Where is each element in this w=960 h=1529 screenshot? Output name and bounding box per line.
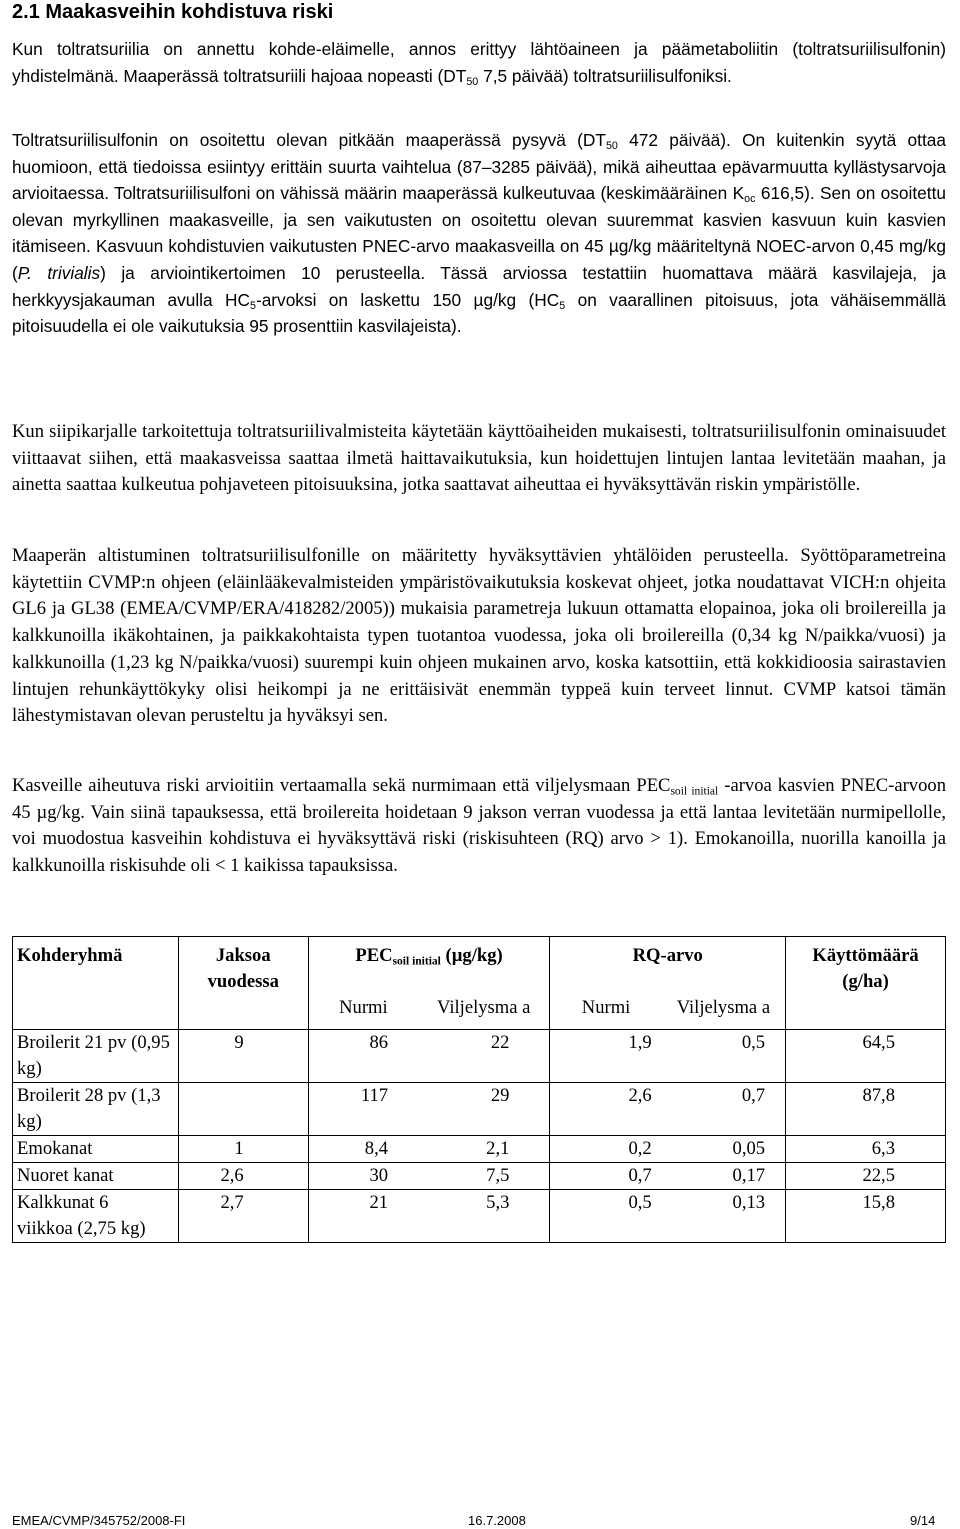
header-rq: RQ-arvo bbox=[550, 937, 786, 996]
cell-rq-vilj: 0,7 bbox=[662, 1083, 786, 1136]
subscript: soil initial bbox=[670, 785, 719, 798]
cell-pec-vilj: 2,1 bbox=[418, 1136, 550, 1163]
footer-date: 16.7.2008 bbox=[468, 1513, 526, 1528]
cell-rq-nurmi: 0,5 bbox=[550, 1190, 662, 1243]
cell-rq-vilj: 0,13 bbox=[662, 1190, 786, 1243]
section-heading: 2.1 Maakasveihin kohdistuva riski bbox=[12, 1, 334, 23]
cell-rq-vilj: 0,05 bbox=[662, 1136, 786, 1163]
cell-pec-vilj: 22 bbox=[418, 1030, 550, 1083]
table-row bbox=[13, 1190, 946, 1243]
italic-species: P. trivialis bbox=[17, 262, 101, 283]
cell-jaksoa: 2,7 bbox=[178, 1190, 308, 1243]
cell-group: Emokanat bbox=[13, 1136, 179, 1163]
subscript: 50 bbox=[466, 75, 479, 88]
table-row bbox=[13, 1030, 946, 1083]
cell-kaytto: 64,5 bbox=[786, 1030, 946, 1083]
cell-pec-vilj: 29 bbox=[418, 1083, 550, 1136]
table-row bbox=[13, 1136, 946, 1163]
header-pec-nurmi: Nurmi bbox=[339, 997, 388, 1018]
cell-kaytto: 15,8 bbox=[786, 1190, 946, 1243]
table-row bbox=[13, 1083, 946, 1136]
cell-jaksoa: 9 bbox=[178, 1030, 308, 1083]
text: ) ja arviointikertoimen 10 perusteella. Tässä arviossa testattiin huomattava määrä kasvilajeja, ja herkkyysjakauman avulla HC bbox=[12, 262, 946, 310]
text: Kun toltratsuriilia on annettu kohde-eläimelle, annos erittyy lähtöaineen ja päämetaboliitin (toltratsuriilisulfonin) yhdistelmänä. Maaperässä toltratsuriili hajoaa nopeasti (DT bbox=[12, 39, 946, 86]
cell-pec-nurmi: 21 bbox=[308, 1190, 418, 1243]
subscript: soil initial bbox=[392, 955, 441, 968]
cell-jaksoa: 1 bbox=[178, 1136, 308, 1163]
cell-rq-nurmi: 2,6 bbox=[550, 1083, 662, 1136]
header-kayttomaara: Käyttömäärä (g/ha) bbox=[786, 937, 946, 996]
cell-kaytto: 22,5 bbox=[786, 1163, 946, 1190]
cell-jaksoa: 2,6 bbox=[178, 1163, 308, 1190]
footer-doc-id: EMEA/CVMP/345752/2008-FI bbox=[12, 1513, 186, 1528]
text: 472 päivää). On kuitenkin syytä ottaa huomioon, että tiedoissa esiintyy erittäin suurta vaihtelua (87–3285 päivää), mikä aiheuttaa epävarmuutta kyllästysarvoja arvioitaessa. Toltratsuriilisulfoni on vähissä määrin maaperässä kulkeutuvaa (keskimääräinen K bbox=[12, 130, 946, 204]
cell-rq-nurmi: 1,9 bbox=[550, 1030, 662, 1083]
subscript: 50 bbox=[605, 140, 618, 153]
header-jaksoa: Jaksoa vuodessa bbox=[178, 937, 308, 996]
header-pec-viljelysmaa: Viljelysma a bbox=[418, 995, 550, 1030]
table-row bbox=[13, 1163, 946, 1190]
text: Toltratsuriilisulfonin on osoitettu olevan pitkään maaperässä pysyvä (DT bbox=[12, 130, 606, 150]
cell-pec-vilj: 7,5 bbox=[418, 1163, 550, 1190]
text: -arvoksi on laskettu 150 µg/kg (HC bbox=[255, 289, 560, 310]
cell-group: Kalkkunat 6 viikkoa (2,75 kg) bbox=[13, 1190, 179, 1243]
cell-pec-nurmi: 8,4 bbox=[308, 1136, 418, 1163]
paragraph-2 bbox=[12, 127, 946, 340]
cell-rq-nurmi: 0,7 bbox=[550, 1163, 662, 1190]
cell-kaytto: 6,3 bbox=[786, 1136, 946, 1163]
header-empty bbox=[178, 995, 308, 1030]
cell-group: Nuoret kanat bbox=[13, 1163, 179, 1190]
header-kohderyhma: Kohderyhmä bbox=[13, 937, 179, 996]
cell-group: Broilerit 21 pv (0,95 kg) bbox=[13, 1030, 179, 1083]
header-empty bbox=[786, 995, 946, 1030]
cell-rq-vilj: 0,5 bbox=[662, 1030, 786, 1083]
subscript: oc bbox=[744, 193, 756, 206]
paragraph-3: Kun siipikarjalle tarkoitettuja toltratsuriilivalmisteita käytetään käyttöaiheiden mukaisesti, toltratsuriilisulfonin ominaisuudet viittaavat siihen, että maakasveissa saattaa ilmetä haittavaikutuksia, kun hoidettujen lintujen lantaa levitetään maahan, ja ainetta saattaa kulkeutua pohjaveteen pitoisuuksina, jotka saattavat aiheuttaa ei hyväksyttävän riskin ympäristölle. bbox=[12, 421, 946, 496]
cell-pec-nurmi: 30 bbox=[308, 1163, 418, 1190]
text: on vaarallinen pitoisuus, jota vähäisemmällä pitoisuudella ei ole vaikutuksia 95 prosenttiin kasvilajeista). bbox=[12, 289, 947, 337]
cell-kaytto: 87,8 bbox=[786, 1083, 946, 1136]
paragraph-1 bbox=[12, 36, 946, 89]
paragraph-4: Maaperän altistuminen toltratsuriilisulfonille on määritetty hyväksyttävien yhtälöiden perusteella. Syöttöparametreina käytettiin CVMP:n ohjeen (eläinlääkevalmisteiden ympäristövaikutuksia koskevat ohjeet, jotka noudattavat VICH:n ohjeita GL6 ja GL38 (EMEA/CVMP/ERA/418282/2005)) mukaisia parametreja lukuun ottamatta elopainoa, joka oli broilereilla ja kalkkunoilla ikäkohtainen, ja paikkakohtaista typen tuotantoa vuodessa, joka oli broilereilla (0,34 kg N/paikka/vuosi) ja kalkkunoilla (1,23 kg N/paikka/vuosi) suurempi kuin ohjeen mukainen arvo, koska katsottiin, että kokkidioosia sairastavien lintujen rehunkäyttökyky olisi heikompi ja ne erittäisivät enemmän typpeä kuin terveet linnut. CVMP katsoi tämän lähestymistavan olevan perusteltu ja hyväksyi sen. bbox=[12, 545, 946, 727]
header-rq-nurmi: Nurmi bbox=[581, 997, 631, 1018]
cell-group: Broilerit 28 pv (1,3 kg) bbox=[13, 1083, 179, 1136]
text: 616,5). Sen on osoitettu olevan myrkyllinen maakasveille, ja sen vaikutusten on osoitettu olevan suuremmat kasvien kasvuun kuin kasvien itämiseen. Kasvuun kohdistuvien vaikutusten PNEC-arvo maakasveilla on 45 µg/kg määriteltynä NOEC-arvon 0,45 mg/kg ( bbox=[12, 183, 947, 283]
cell-pec-vilj: 5,3 bbox=[418, 1190, 550, 1243]
cell-pec-nurmi: 117 bbox=[308, 1083, 418, 1136]
footer-page-number: 9/14 bbox=[910, 1513, 936, 1528]
text: (µg/kg) bbox=[440, 945, 503, 966]
text: -arvoa kasvien PNEC-arvoon 45 µg/kg. Vain siinä tapauksessa, että broilereita hoidetaan 9 jakson verran vuodessa ja että lantaa levitetään nurmipellolle, voi muodostua kasveihin kohdistuva ei hyväksyttävä riski (riskisuhteen (RQ) arvo > 1). Emokanoilla, nuorilla kanoilla ja kalkkunoilla riskisuhde oli < 1 kaikissa tapauksissa. bbox=[12, 775, 946, 877]
cell-rq-nurmi: 0,2 bbox=[550, 1136, 662, 1163]
risk-table bbox=[12, 936, 946, 1243]
header-pec bbox=[308, 937, 550, 996]
text: PEC bbox=[355, 945, 393, 966]
subscript: 5 bbox=[559, 299, 566, 312]
cell-jaksoa bbox=[178, 1083, 308, 1136]
cell-pec-nurmi: 86 bbox=[308, 1030, 418, 1083]
text: Kasveille aiheutuva riski arvioitiin vertaamalla sekä nurmimaan että viljelysmaan PEC bbox=[12, 775, 671, 796]
paragraph-5 bbox=[12, 773, 946, 880]
header-empty bbox=[13, 995, 179, 1030]
table-body bbox=[13, 1030, 946, 1243]
header-rq-viljelysmaa: Viljelysma a bbox=[662, 995, 786, 1030]
text: 7,5 päivää) toltratsuriilisulfoniksi. bbox=[478, 65, 732, 86]
cell-rq-vilj: 0,17 bbox=[662, 1163, 786, 1190]
subscript: 5 bbox=[249, 299, 256, 312]
